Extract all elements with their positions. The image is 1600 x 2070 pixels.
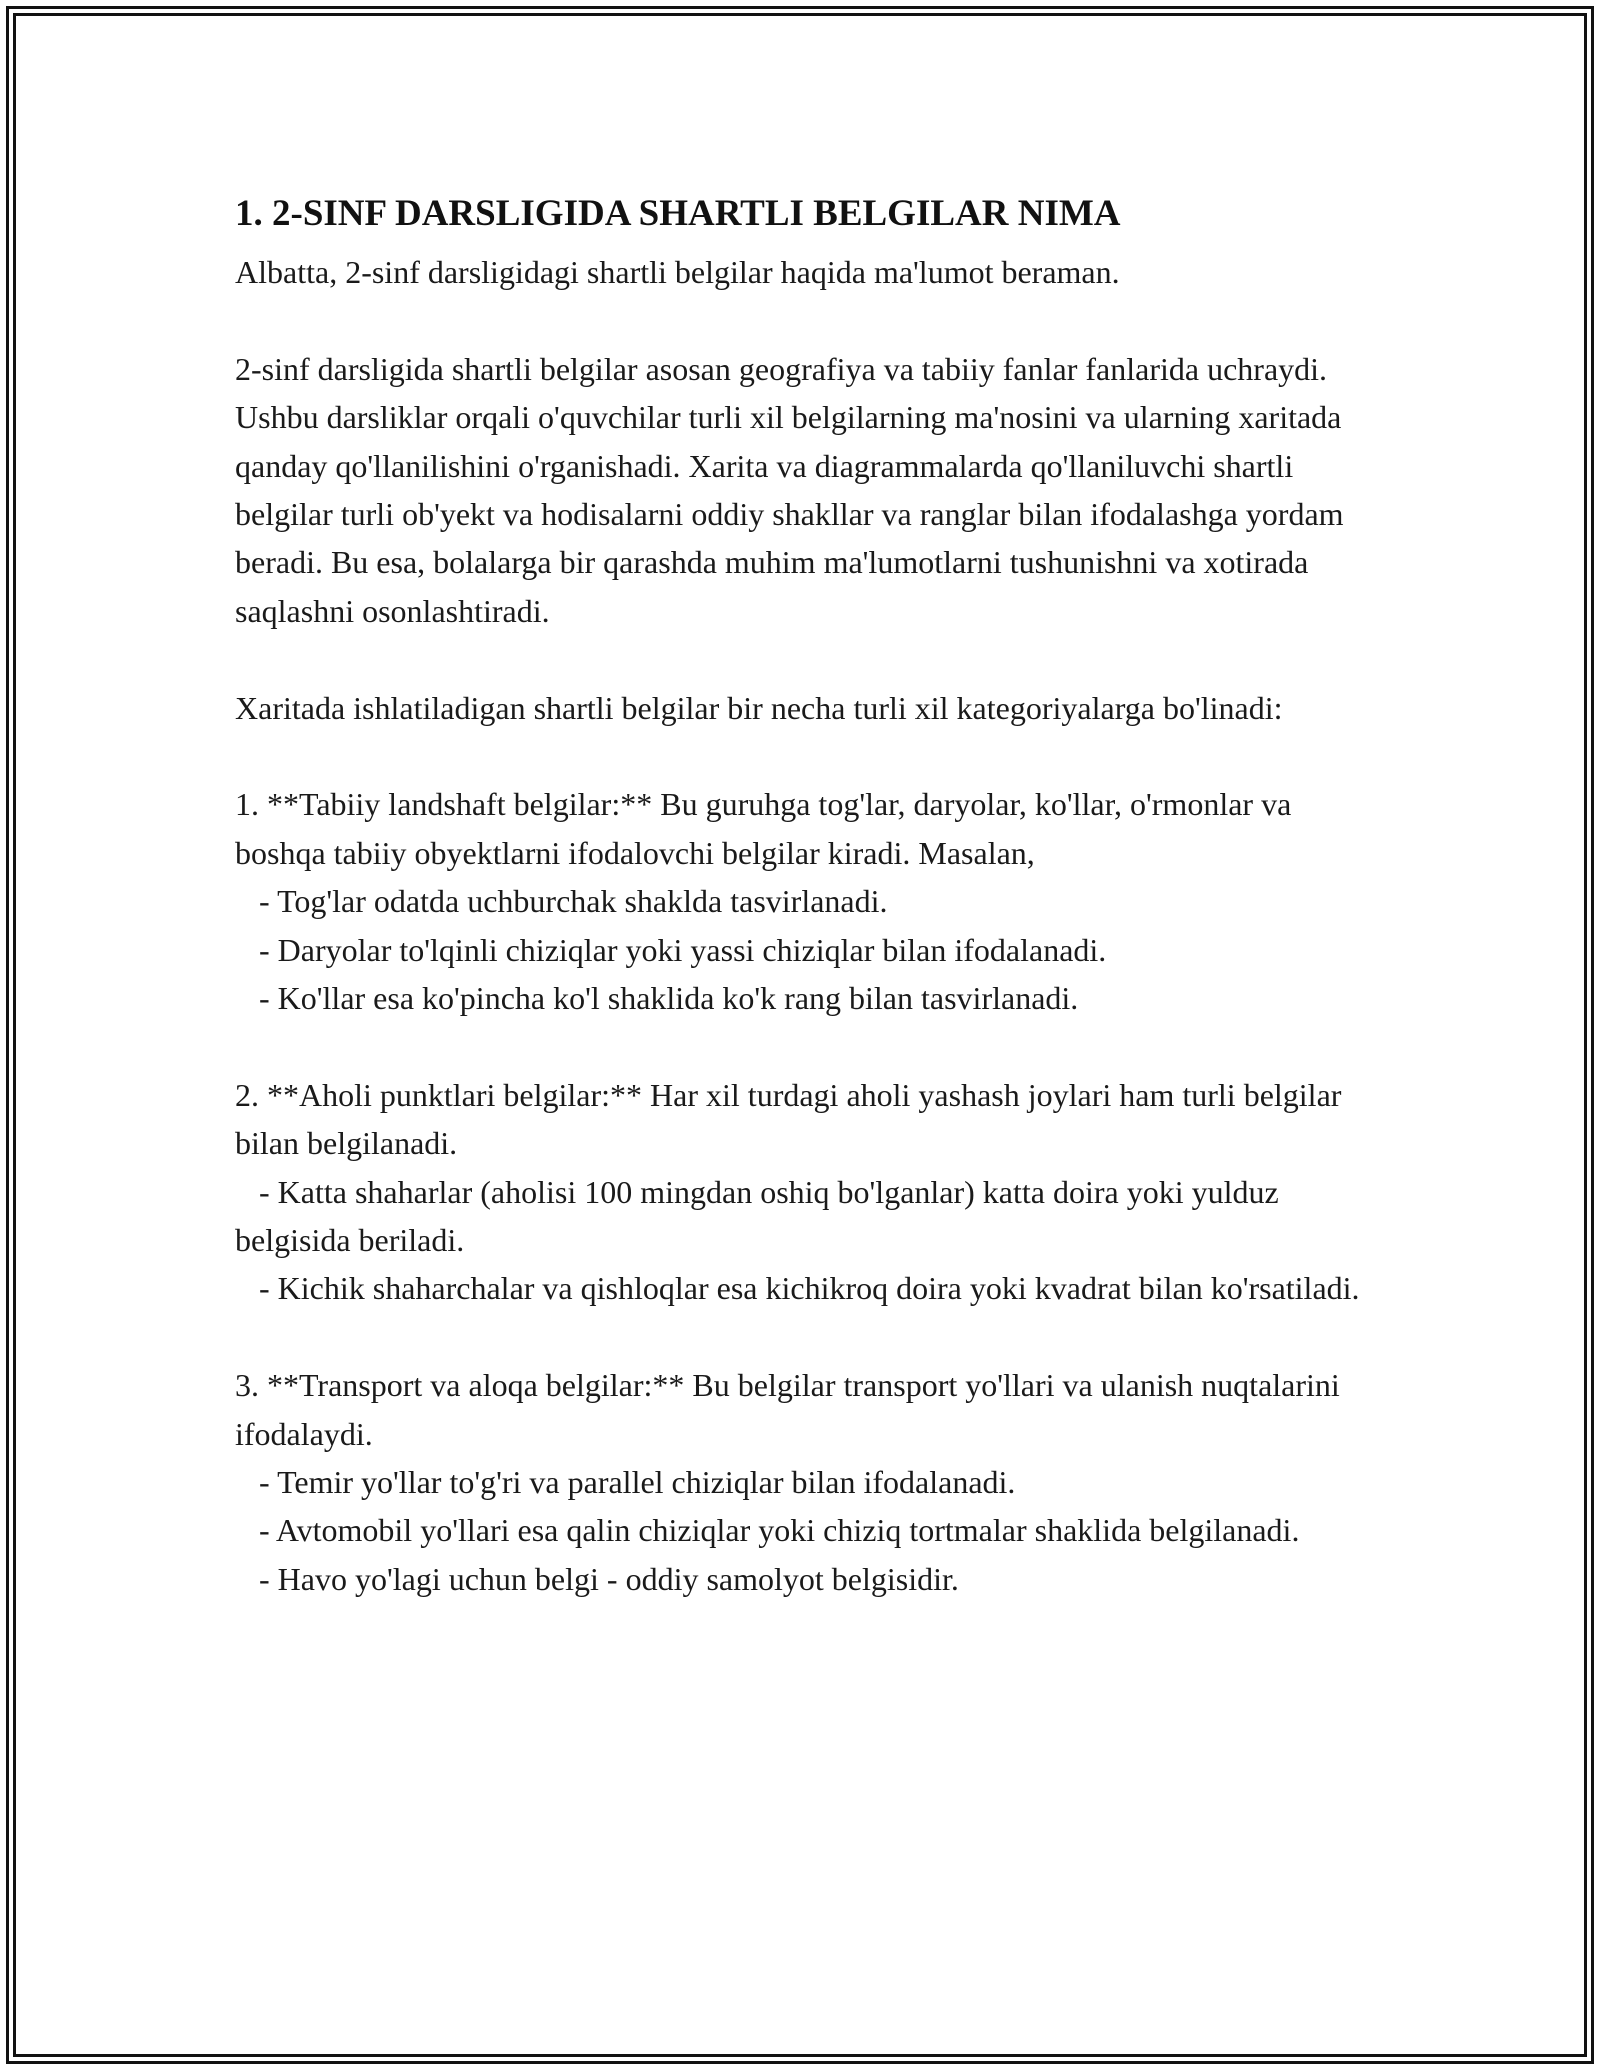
list-item: - Kichik shaharchalar va qishloqlar esa kichikroq doira yoki kvadrat bilan ko'rsatiladi.	[235, 1270, 1360, 1307]
paragraph-gap	[235, 1313, 1365, 1361]
section-heading-natural-landscape: 1. **Tabiiy landshaft belgilar:** Bu guruhga tog'lar, daryolar, ko'llar, o'rmonlar va boshqa tabiiy obyektlarni ifodalovchi belgilar kiradi. Masalan,	[235, 786, 1292, 871]
list-item: - Katta shaharlar (aholisi 100 mingdan oshiq bo'lganlar) katta doira yoki yulduz belgisida beriladi.	[235, 1173, 1287, 1259]
paragraph-gap	[235, 635, 1365, 683]
list-item: - Havo yo'lagi uchun belgi - oddiy samolyot belgisidir.	[235, 1560, 959, 1597]
paragraph-gap	[235, 296, 1365, 344]
list-item: - Daryolar to'lqinli chiziqlar yoki yassi chiziqlar bilan ifodalanadi.	[235, 931, 1107, 968]
section-heading-transport: 3. **Transport va aloqa belgilar:** Bu belgilar transport yo'llari va ulanish nuqtalarini ifodalaydi.	[235, 1367, 1340, 1452]
paragraph-gap	[235, 1022, 1365, 1070]
body-paragraph-2: Xaritada ishlatiladigan shartli belgilar bir necha turli xil kategoriyalarga bo'linadi:	[235, 689, 1283, 726]
paragraph-gap	[235, 732, 1365, 780]
intro-paragraph: Albatta, 2-sinf darsligidagi shartli belgilar haqida ma'lumot beraman.	[235, 254, 1120, 290]
list-item: - Ko'llar esa ko'pincha ko'l shaklida ko'k rang bilan tasvirlanadi.	[235, 980, 1079, 1017]
list-item: - Tog'lar odatda uchburchak shaklda tasvirlanadi.	[235, 883, 888, 920]
section-heading-settlements: 2. **Aholi punktlari belgilar:** Har xil turdagi aholi yashash joylari ham turli belgilar bilan belgilanadi.	[235, 1076, 1342, 1162]
body-paragraph-1: 2-sinf darsligida shartli belgilar asosan geografiya va tabiiy fanlar fanlarida uchraydi. Ushbu darsliklar orqali o'quvchilar turli xil belgilarning ma'nosini va ularning xaritada qanday qo'llanilishini o'rganishadi. Xarita va diagrammalarda qo'llaniluvchi shartli belgilar turli ob'yekt va hodisalarni oddiy shakllar va ranglar bilan ifodalashga yordam beradi. Bu esa, bolalarga bir qarashda muhim ma'lumotlarni tushunishni va xotirada saqlashni osonlashtiradi.	[235, 350, 1344, 629]
document-body	[235, 186, 1365, 1603]
document-title: 1. 2-SINF DARSLIGIDA SHARTLI BELGILAR NIMA	[235, 193, 1121, 234]
list-item: - Temir yo'llar to'g'ri va parallel chiziqlar bilan ifodalanadi.	[235, 1464, 1016, 1501]
list-item: - Avtomobil yo'llari esa qalin chiziqlar yoki chiziq tortmalar shaklida belgilanadi.	[235, 1512, 1300, 1549]
